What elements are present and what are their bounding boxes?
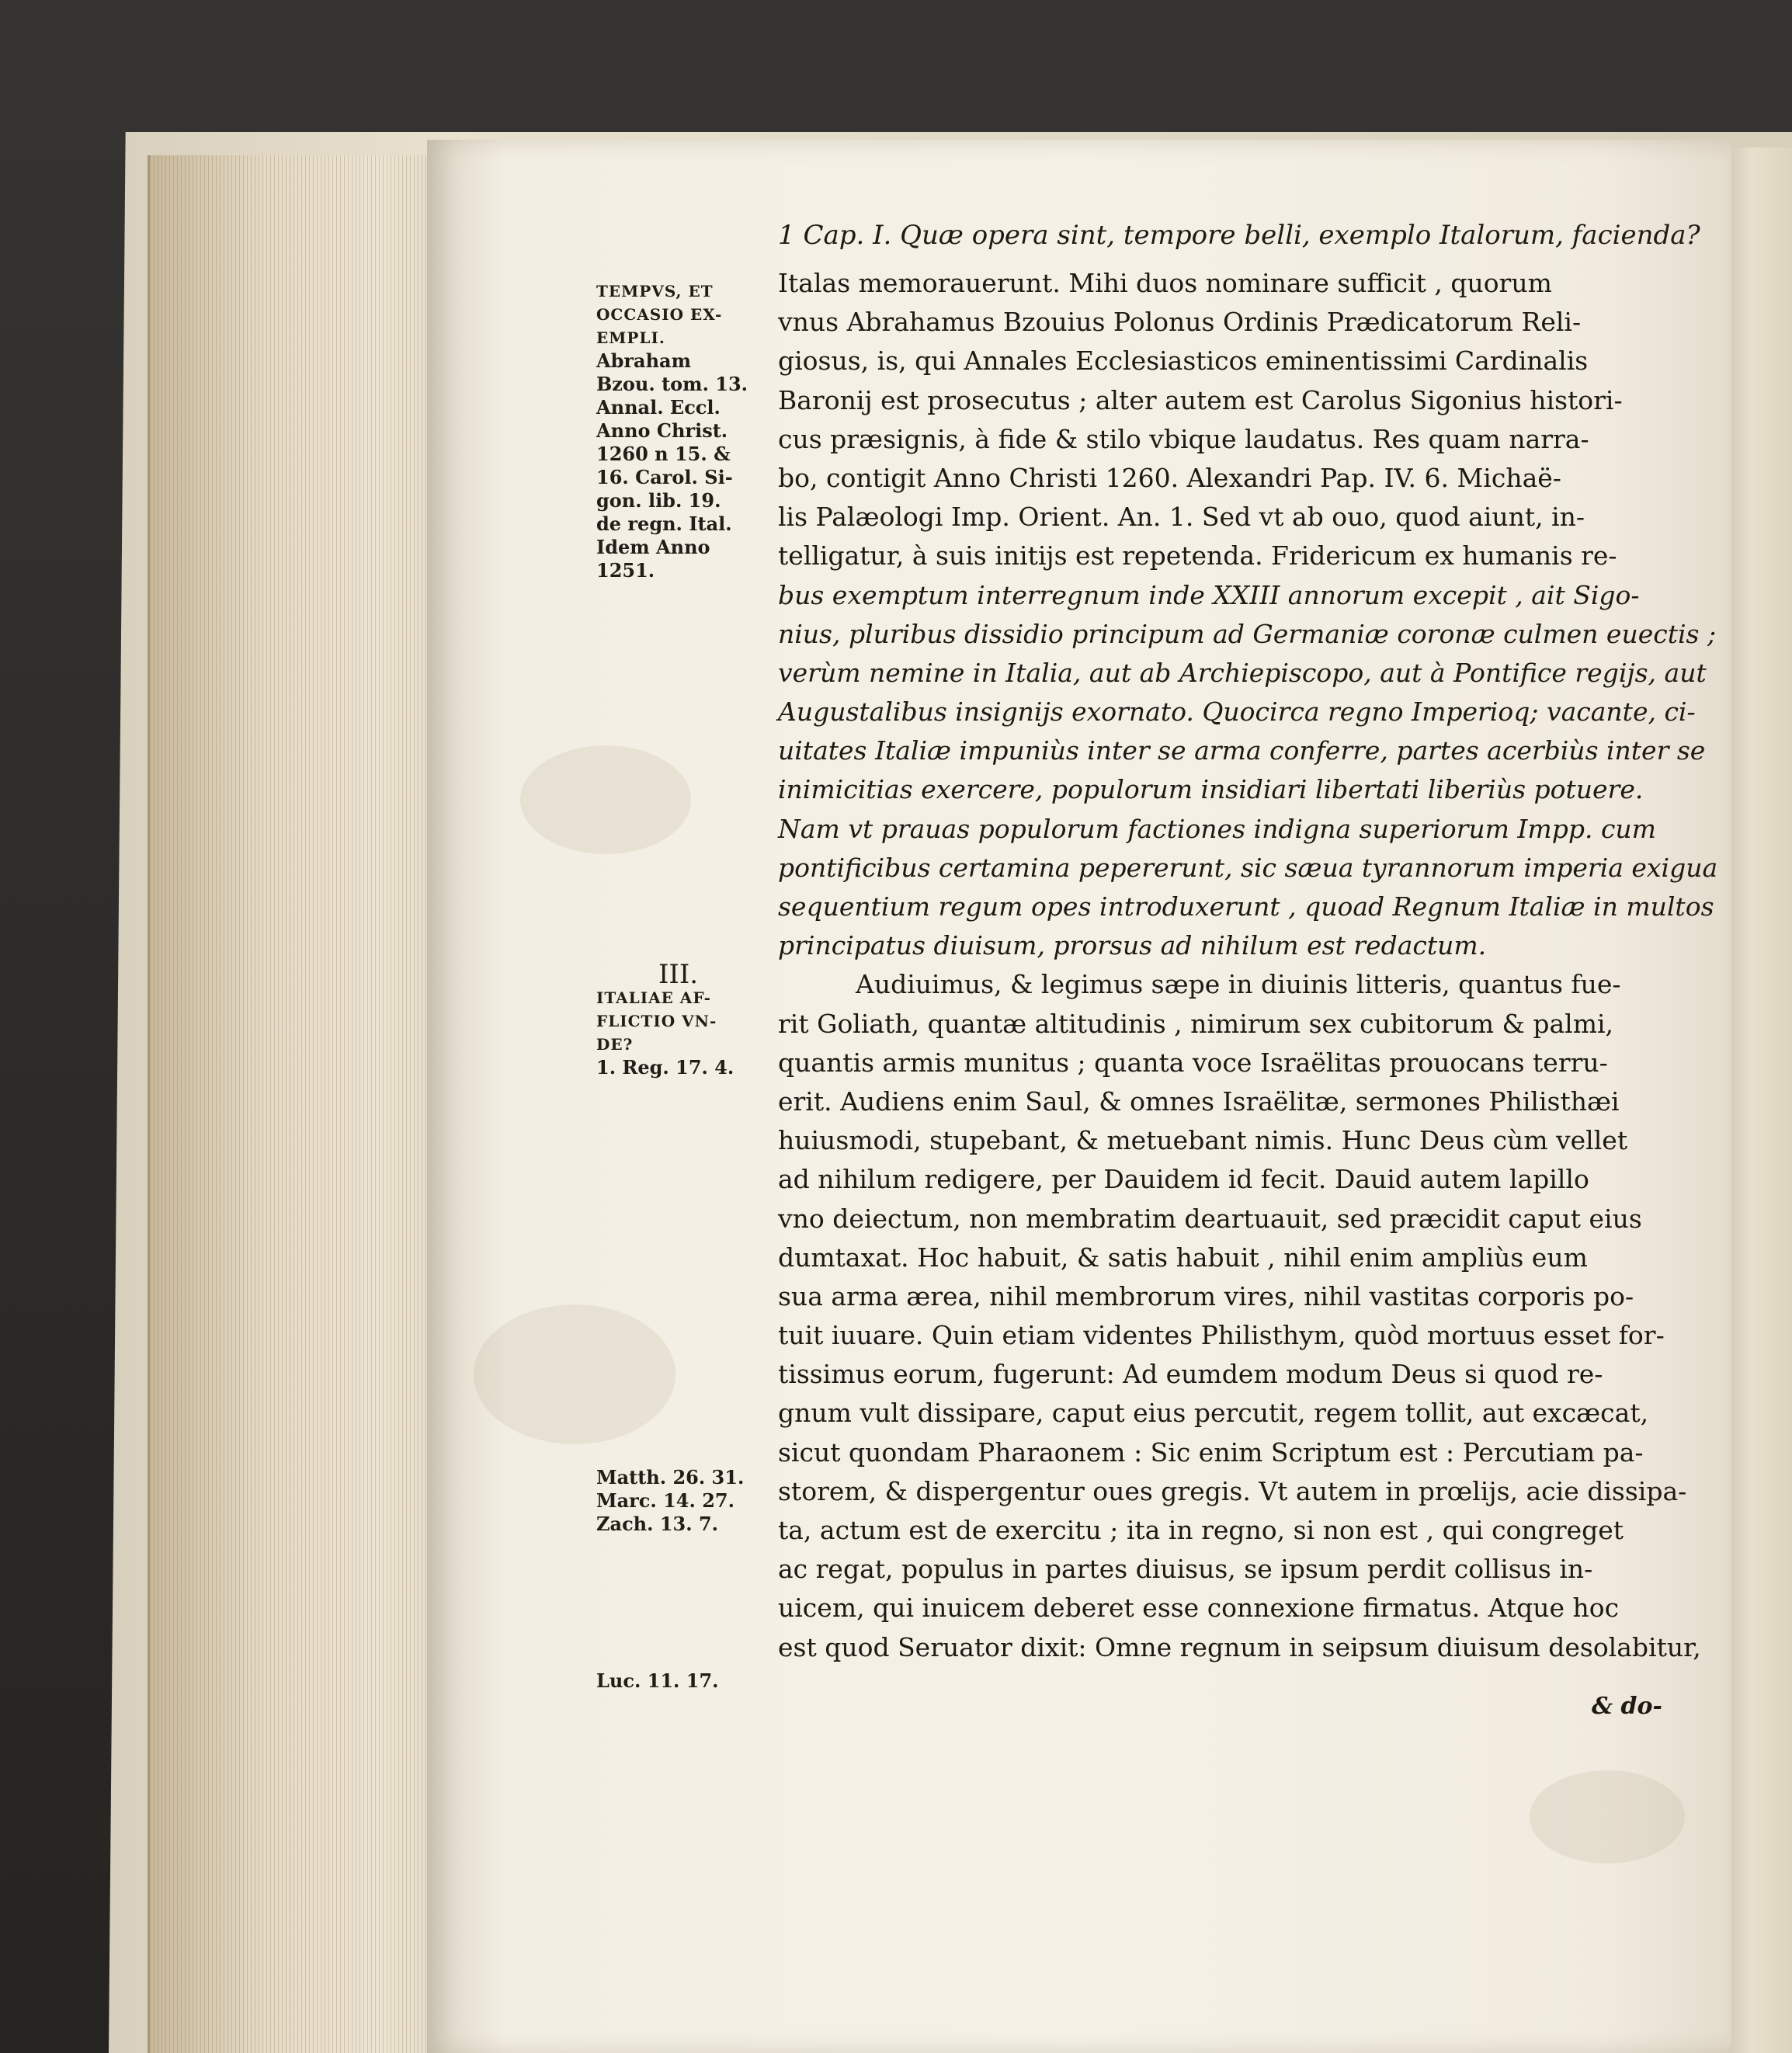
text-line: erit. Audiens enim Saul, & omnes Israëlitæ, sermones Philisthæi bbox=[778, 1086, 1620, 1117]
stain bbox=[520, 745, 691, 854]
margin-line: Abraham bbox=[596, 349, 691, 372]
text-line: Augustalibus insignijs exornato. Quocirca regno Imperioq; vacante, ci- bbox=[778, 696, 1696, 728]
running-header: 1 Cap. I. Quæ opera sint, tempore belli, exemplo Italorum, facienda? bbox=[778, 220, 1700, 251]
margin-note-2 bbox=[596, 959, 752, 1079]
text-line: sicut quondam Pharaonem : Sic enim Scriptum est : Percutiam pa- bbox=[778, 1436, 1644, 1468]
text-line: pontificibus certamina pepererunt, sic sæua tyrannorum imperia exigua bbox=[778, 852, 1718, 883]
text-line: tissimus eorum, fugerunt: Ad eumdem modum Deus si quod re- bbox=[778, 1359, 1603, 1390]
text-line: nius, pluribus dissidio principum ad Germaniæ coronæ culmen euectis ; bbox=[778, 618, 1717, 649]
margin-line: OCCASIO EX- bbox=[596, 305, 723, 324]
margin-line: 1. Reg. 17. 4. bbox=[596, 1056, 735, 1079]
margin-note-3 bbox=[596, 1466, 752, 1536]
text-line: lis Palæologi Imp. Orient. An. 1. Sed vt ab ouo, quod aiunt, in- bbox=[778, 502, 1585, 533]
text-line: Italas memorauerunt. Mihi duos nominare sufficit , quorum bbox=[778, 268, 1552, 298]
margin-note-4 bbox=[596, 1669, 752, 1693]
margin-line: Zach. 13. 7. bbox=[596, 1513, 719, 1535]
text-line: Baronij est prosecutus ; alter autem est Carolus Sigonius histori- bbox=[778, 384, 1623, 415]
text-line: tuit iuuare. Quin etiam videntes Philisthym, quòd mortuus esset for- bbox=[778, 1320, 1665, 1351]
margin-line: Idem Anno bbox=[596, 536, 710, 558]
text-line: giosus, is, qui Annales Ecclesiasticos eminentissimi Cardinalis bbox=[778, 346, 1589, 377]
margin-line: Matth. 26. 31. bbox=[596, 1466, 745, 1489]
margin-line: 1260 n 15. & bbox=[596, 443, 731, 465]
margin-line: TEMPVS, ET bbox=[596, 282, 714, 300]
text-line: telligatur, à suis initijs est repetenda. Fridericum ex humanis re- bbox=[778, 540, 1617, 571]
text-line: uitates Italiæ impuniùs inter se arma conferre, partes acerbiùs inter se bbox=[778, 735, 1706, 766]
text-line: gnum vult dissipare, caput eius percutit, regem tollit, aut excæcat, bbox=[778, 1398, 1649, 1429]
text-line: ta, actum est de exercitu ; ita in regno, si non est , qui congreget bbox=[778, 1515, 1624, 1545]
text-line: ad nihilum redigere, per Dauidem id fecit. Dauid autem lapillo bbox=[778, 1164, 1589, 1195]
text-line: sua arma ærea, nihil membrorum vires, nihil vastitas corporis po- bbox=[778, 1280, 1634, 1311]
text-line: ac regat, populus in partes diuisus, se ipsum perdit collisus in- bbox=[778, 1554, 1593, 1585]
text-line: storem, & dispergentur oues gregis. Vt autem in prœlijs, acie dissipa- bbox=[778, 1475, 1687, 1506]
stain bbox=[1530, 1770, 1685, 1864]
text-line: quantis armis munitus ; quanta voce Israëlitas prouocans terru- bbox=[778, 1047, 1608, 1078]
margin-line: de regn. Ital. bbox=[596, 512, 732, 535]
margin-line: 1251. bbox=[596, 559, 655, 582]
margin-note-1 bbox=[596, 280, 752, 582]
text-line: huiusmodi, stupebant, & metuebant nimis. Hunc Deus cùm vellet bbox=[778, 1125, 1628, 1156]
body-text bbox=[778, 264, 1718, 1667]
margin-line: DE? bbox=[596, 1035, 634, 1054]
margin-line: FLICTIO VN- bbox=[596, 1012, 717, 1030]
margin-line: Anno Christ. bbox=[596, 419, 728, 442]
margin-line: Annal. Eccl. bbox=[596, 396, 721, 419]
text-line: vnus Abrahamus Bzouius Polonus Ordinis Prædicatorum Reli- bbox=[778, 307, 1582, 338]
section-numeral: III. bbox=[658, 959, 699, 990]
margin-line: 16. Carol. Si- bbox=[596, 466, 733, 488]
text-line: Audiuimus, & legimus sæpe in diuinis litteris, quantus fue- bbox=[856, 969, 1621, 1000]
margin-line: Marc. 14. 27. bbox=[596, 1489, 735, 1512]
text-line: cus præsignis, à fide & stilo vbique laudatus. Res quam narra- bbox=[778, 423, 1589, 454]
text-line: verùm nemine in Italia, aut ab Archiepiscopo, aut à Pontifice regijs, aut bbox=[778, 657, 1707, 688]
margin-line: gon. lib. 19. bbox=[596, 489, 721, 512]
text-line: sequentium regum opes introduxerunt , quoad Regnum Italiæ in multos bbox=[778, 891, 1714, 922]
facing-leaf bbox=[1724, 148, 1792, 2053]
text-line: bo, contigit Anno Christi 1260. Alexandri Pap. IV. 6. Michaë- bbox=[778, 462, 1561, 493]
text-line: vno deiectum, non membratim deartuauit, sed præcidit caput eius bbox=[778, 1203, 1642, 1234]
text-line: rit Goliath, quantæ altitudinis , nimirum sex cubitorum & palmi, bbox=[778, 1008, 1614, 1039]
text-line: uicem, qui inuicem deberet esse connexione firmatus. Atque hoc bbox=[778, 1593, 1620, 1624]
text-line: Nam vt prauas populorum factiones indigna superiorum Impp. cum bbox=[778, 813, 1656, 844]
text-line: principatus diuisum, prorsus ad nihilum est redactum. bbox=[778, 930, 1487, 961]
text-line: dumtaxat. Hoc habuit, & satis habuit , nihil enim ampliùs eum bbox=[778, 1242, 1588, 1273]
catchword: & do- bbox=[1592, 1693, 1662, 1720]
margin-line: Luc. 11. 17. bbox=[596, 1669, 719, 1692]
stain bbox=[474, 1304, 675, 1444]
margin-line: ITALIAE AF- bbox=[596, 988, 711, 1007]
margin-line: EMPLI. bbox=[596, 328, 665, 347]
text-line: est quod Seruator dixit: Omne regnum in seipsum diuisum desolabitur, bbox=[778, 1631, 1701, 1662]
text-line: inimicitias exercere, populorum insidiari libertati liberiùs potuere. bbox=[778, 774, 1644, 805]
margin-line: Bzou. tom. 13. bbox=[596, 373, 748, 395]
text-line: bus exemptum interregnum inde XXIII annorum excepit , ait Sigo- bbox=[778, 579, 1640, 610]
